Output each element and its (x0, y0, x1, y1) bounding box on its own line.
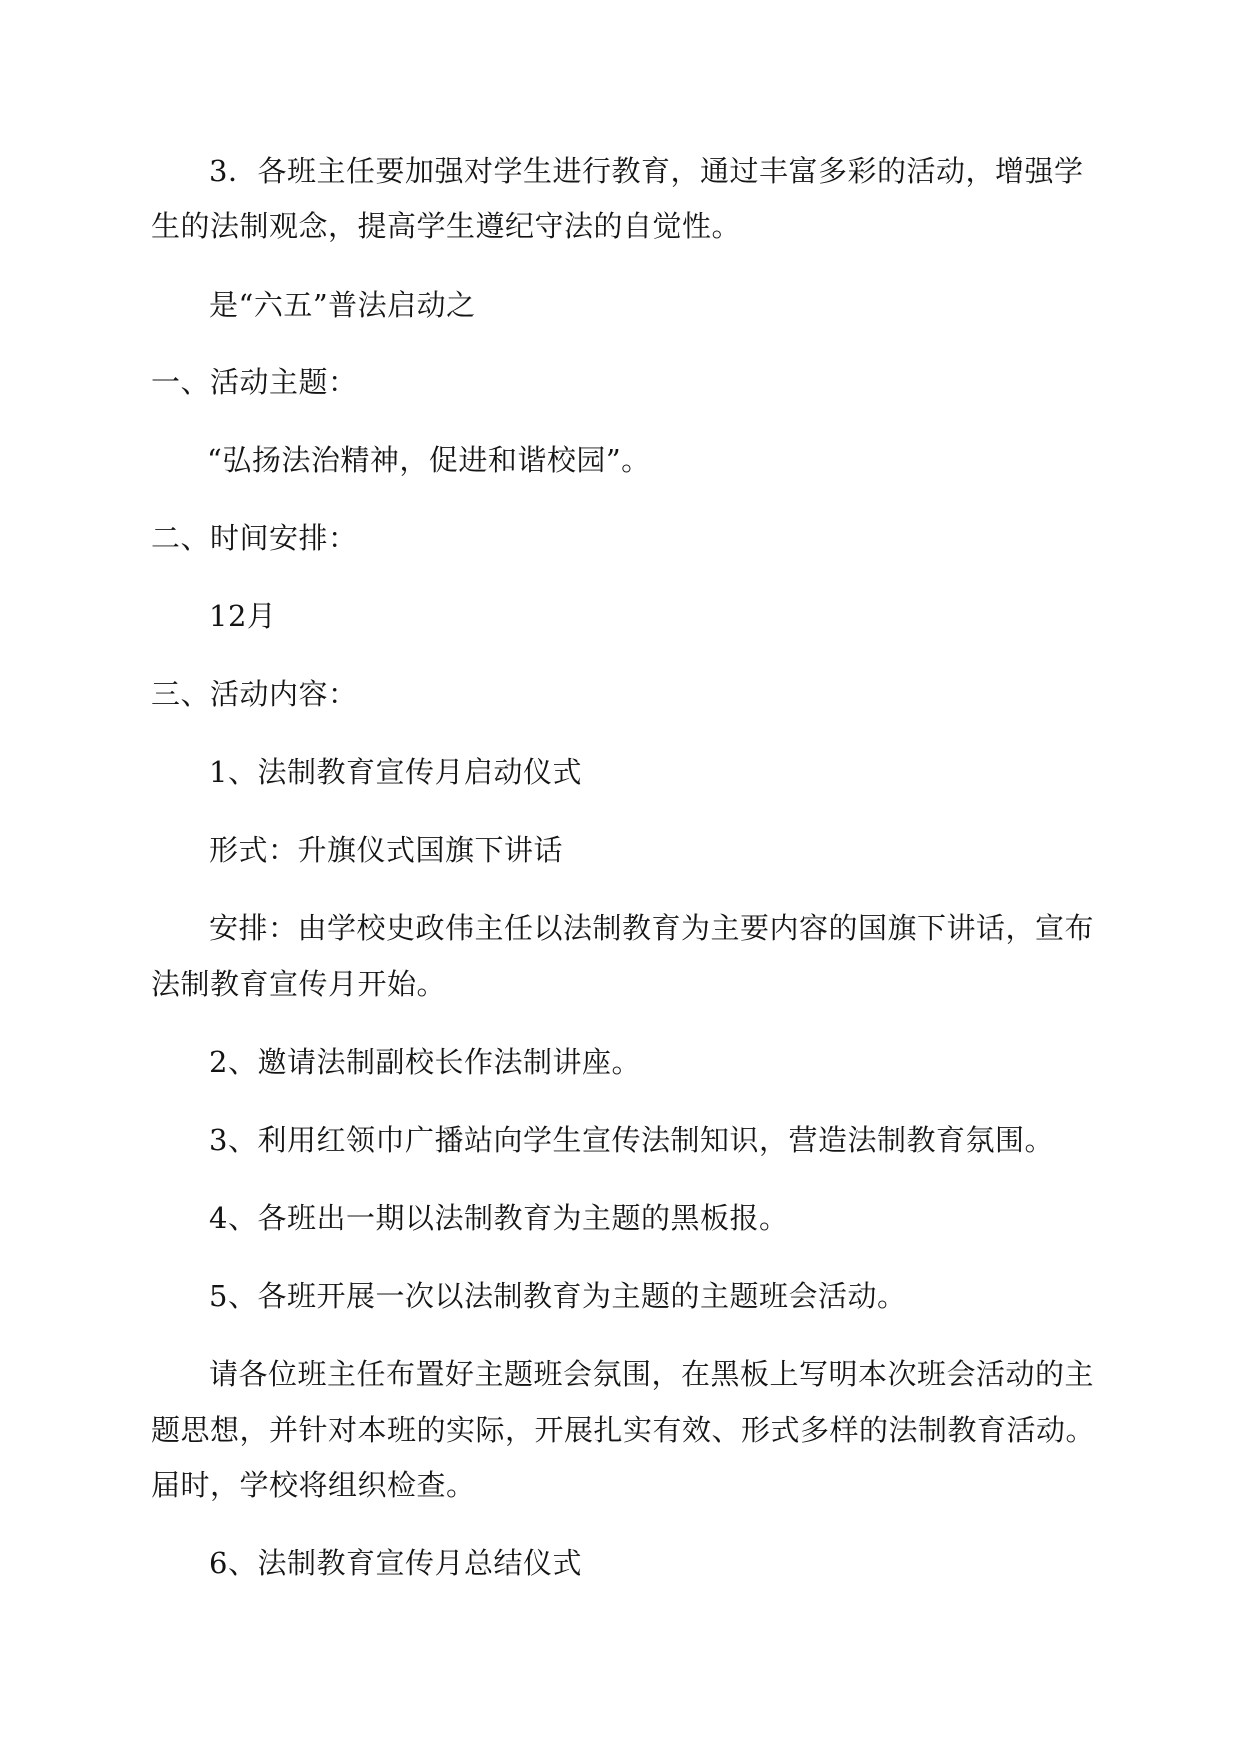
paragraph-line: 3、利用红领巾广播站向学生宣传法制知识，营造法制教育氛围。 (209, 1123, 1054, 1157)
paragraph-line: 生的法制观念，提高学生遵纪守法的自觉性。 (151, 209, 742, 243)
paragraph-line: 4、各班出一期以法制教育为主题的黑板报。 (209, 1201, 789, 1235)
paragraph-line: 法制教育宣传月开始。 (151, 967, 447, 1001)
paragraph-line: 题思想，并针对本班的实际，开展扎实有效、形式多样的法制教育活动。 (151, 1413, 1096, 1447)
section-heading: 一、活动主题： (151, 365, 358, 399)
paragraph-line: 5、各班开展一次以法制教育为主题的主题班会活动。 (209, 1279, 907, 1313)
paragraph-line: 届时，学校将组织检查。 (151, 1468, 476, 1502)
paragraph-line: 安排：由学校史政伟主任以法制教育为主要内容的国旗下讲话，宣布 (209, 911, 1095, 945)
paragraph-line: 12月 (209, 599, 277, 633)
paragraph-line: 1、法制教育宣传月启动仪式 (209, 755, 582, 789)
paragraph-line: 形式：升旗仪式国旗下讲话 (209, 833, 564, 867)
paragraph-line: “弘扬法治精神，促进和谐校园”。 (207, 443, 651, 477)
paragraph-line: 是“六五”普法启动之 (209, 288, 476, 322)
paragraph-line: 请各位班主任布置好主题班会氛围，在黑板上写明本次班会活动的主 (209, 1357, 1095, 1391)
paragraph-line: 6、法制教育宣传月总结仪式 (209, 1546, 582, 1580)
section-heading: 二、时间安排： (151, 521, 358, 555)
section-heading: 三、活动内容： (151, 677, 358, 711)
paragraph-line: 2、邀请法制副校长作法制讲座。 (209, 1045, 641, 1079)
paragraph-line: 3．各班主任要加强对学生进行教育，通过丰富多彩的活动，增强学 (209, 154, 1084, 188)
